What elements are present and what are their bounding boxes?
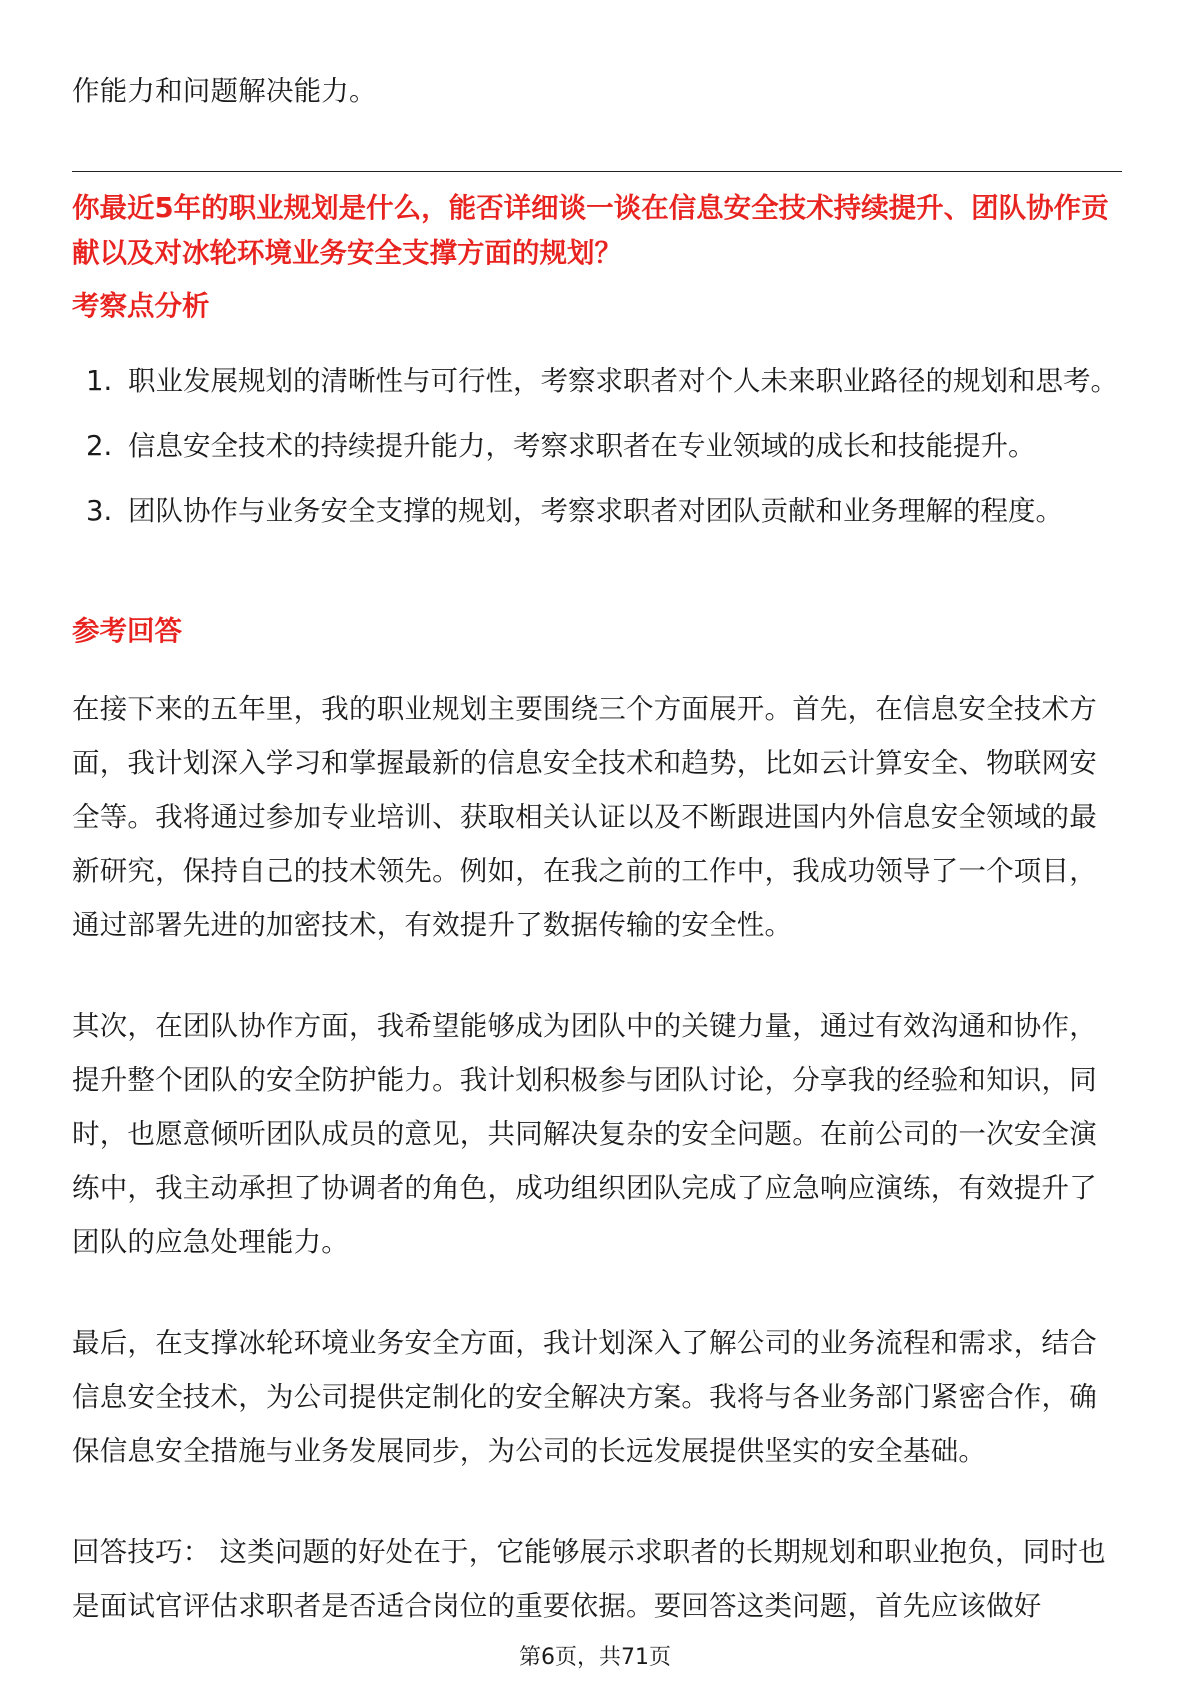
analysis-item-text: 职业发展规划的清晰性与可行性，考察求职者对个人未来职业路径的规划和思考。 [128,365,1118,397]
analysis-item-text: 信息安全技术的持续提升能力，考察求职者在专业领域的成长和技能提升。 [128,430,1036,462]
analysis-item [86,484,1122,538]
document-page [72,0,1122,1684]
answer-paragraph: 最后，在支撑冰轮环境业务安全方面，我计划深入了解公司的业务流程和需求，结合信息安全技术，为公司提供定制化的安全解决方案。我将与各业务部门紧密合作，确保信息安全措施与业务发展同步，为公司的长远发展提供坚实的安全基础。 [72,1327,1097,1467]
analysis-item-number: 1. [86,365,113,397]
analysis-item-number: 2. [86,430,113,462]
analysis-item [86,354,1122,408]
analysis-item-text: 团队协作与业务安全支撑的规划，考察求职者对团队贡献和业务理解的程度。 [128,495,1063,527]
analysis-item [86,419,1122,473]
section-divider [72,171,1122,172]
answer-paragraph: 其次，在团队协作方面，我希望能够成为团队中的关键力量，通过有效沟通和协作，提升整个团队的安全防护能力。我计划积极参与团队讨论，分享我的经验和知识，同时，也愿意倾听团队成员的意见，共同解决复杂的安全问题。在前公司的一次安全演练中，我主动承担了协调者的角色，成功组织团队完成了应急响应演练，有效提升了团队的应急处理能力。 [72,1010,1097,1258]
analysis-item-number: 3. [86,495,113,527]
answer-heading: 参考回答 [72,615,182,647]
answer-paragraph: 在接下来的五年里，我的职业规划主要围绕三个方面展开。首先，在信息安全技术方面，我计划深入学习和掌握最新的信息安全技术和趋势，比如云计算安全、物联网安全等。我将通过参加专业培训、获取相关认证以及不断跟进国内外信息安全领域的最新研究，保持自己的技术领先。例如，在我之前的工作中，我成功领导了一个项目，通过部署先进的加密技术，有效提升了数据传输的安全性。 [72,693,1097,941]
continuation-text: 作能力和问题解决能力。 [72,75,377,107]
interview-question: 你最近5年的职业规划是什么，能否详细谈一谈在信息安全技术持续提升、团队协作贡献以及对冰轮环境业务安全支撑方面的规划？ [72,192,1109,269]
analysis-heading: 考察点分析 [72,290,210,322]
page-footer: 第6页，共71页 [519,1645,671,1670]
analysis-list [86,354,1122,538]
answer-tips-paragraph: 回答技巧： 这类问题的好处在于，它能够展示求职者的长期规划和职业抱负，同时也是面试官评估求职者是否适合岗位的重要依据。要回答这类问题，首先应该做好 [72,1536,1106,1622]
